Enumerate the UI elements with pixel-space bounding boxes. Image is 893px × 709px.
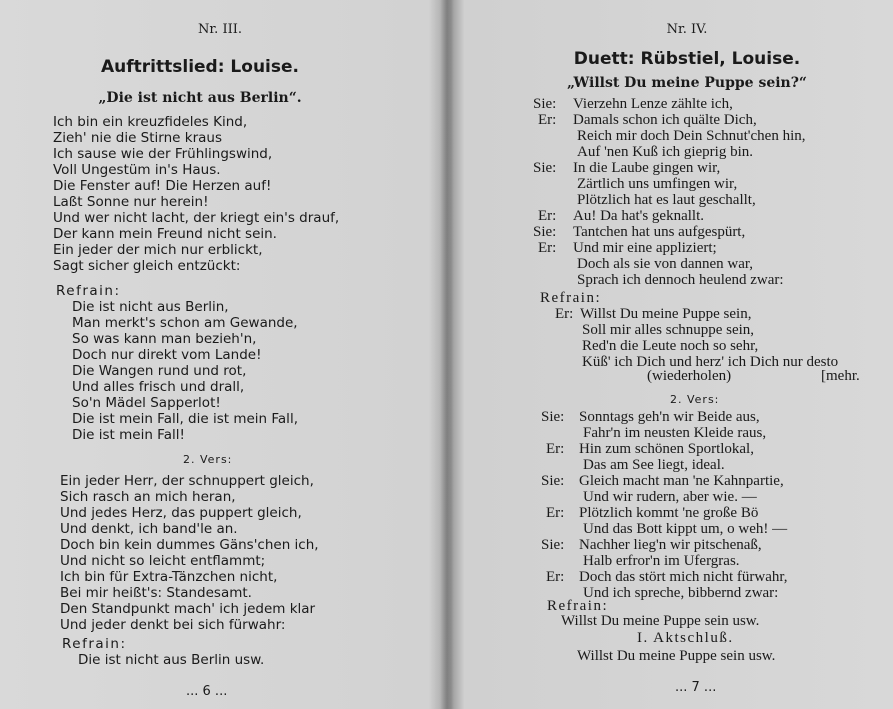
text-line: Man merkt's schon am Gewande, <box>72 315 298 331</box>
text-line: Sagt sicher gleich entzückt: <box>53 258 241 274</box>
text-line: Ein jeder der mich nur erblickt, <box>53 242 263 258</box>
text-line: Doch nur direkt vom Lande! <box>72 347 262 363</box>
speaker-label: Er: <box>538 240 557 256</box>
text-line: Und alles frisch und drall, <box>72 379 245 395</box>
text-line: Und wer nicht lacht, der kriegt ein's drauf, <box>53 210 340 226</box>
text-line: So was kann man bezieh'n, <box>72 331 257 347</box>
text-line: Vierzehn Lenze zählte ich, <box>573 96 733 112</box>
text-line: Die ist mein Fall, die ist mein Fall, <box>72 411 298 427</box>
right-refrain-label: Refrain: <box>540 290 602 306</box>
right-song-subtitle: „Willst Du meine Puppe sein?“ <box>567 75 807 91</box>
left-refrain-2-label: Refrain: <box>62 636 127 652</box>
left-song-title: Auftrittslied: Louise. <box>101 57 299 77</box>
text-line: Laßt Sonne nur herein! <box>53 194 209 210</box>
text-line: Plötzlich hat es laut geschallt, <box>577 192 756 208</box>
text-line: Und jedes Herz, das puppert gleich, <box>60 505 302 521</box>
text-line: Doch das stört mich nicht fürwahr, <box>579 569 788 585</box>
text-line: Doch bin kein dummes Gäns'chen ich, <box>60 537 319 553</box>
speaker-label: Sie: <box>533 224 557 240</box>
speaker-label: Sie: <box>541 537 565 553</box>
left-song-subtitle: „Die ist nicht aus Berlin“. <box>98 90 302 106</box>
text-line: Der kann mein Freund nicht sein. <box>53 226 277 242</box>
text-line: Ich bin ein kreuzfideles Kind, <box>53 114 248 130</box>
left-page-footer: ... 6 ... <box>186 684 228 699</box>
speaker-label: Sie: <box>541 409 565 425</box>
text-line: Gleich macht man 'ne Kahnpartie, <box>579 473 784 489</box>
text-line: Red'n die Leute noch so sehr, <box>582 338 759 354</box>
speaker-label: Er: <box>546 505 565 521</box>
text-line: So'n Mädel Sapperlot! <box>72 395 221 411</box>
text-line: Die Wangen rund und rot, <box>72 363 247 379</box>
text-line: Nachher lieg'n wir pitschenaß, <box>579 537 762 553</box>
right-aktschluss: I. Aktschluß. <box>637 630 734 646</box>
left-refrain-label: Refrain: <box>56 283 121 299</box>
text-line: Damals schon ich quälte Dich, <box>573 112 757 128</box>
text-line: Fahr'n im neusten Kleide raus, <box>583 425 767 441</box>
speaker-label: Sie: <box>533 96 557 112</box>
right-refrain-2-line: Willst Du meine Puppe sein usw. <box>561 613 760 629</box>
text-line: Willst Du meine Puppe sein, <box>580 306 752 322</box>
text-line: Und mir eine appliziert; <box>573 240 717 256</box>
text-line: Zärtlich uns umfingen wir, <box>577 176 738 192</box>
right-song-title: Duett: Rübstiel, Louise. <box>573 49 801 69</box>
text-line: Die Fenster auf! Die Herzen auf! <box>53 178 272 194</box>
speaker-label: Er: <box>538 112 557 128</box>
text-line: Doch als sie von dannen war, <box>577 256 754 272</box>
right-page-number-label: Nr. IV. <box>666 22 708 37</box>
text-line: Und nicht so leicht entflammt; <box>60 553 266 569</box>
text-line: Ein jeder Herr, der schnuppert gleich, <box>60 473 314 489</box>
speaker-label: Sie: <box>533 160 557 176</box>
left-page-number-label: Nr. III. <box>198 22 242 37</box>
text-line: Und das Bott kippt um, o weh! — <box>583 521 788 537</box>
right-refrain-mehr: [mehr. <box>821 368 860 384</box>
text-line: Sich rasch an mich heran, <box>60 489 236 505</box>
right-page-footer: ... 7 ... <box>675 680 717 695</box>
speaker-label: Er: <box>546 569 565 585</box>
text-line: Sprach ich dennoch heulend zwar: <box>577 272 784 288</box>
text-line: Und jeder denkt bei sich fürwahr: <box>60 617 286 633</box>
text-line: Auf 'nen Kuß ich gieprig bin. <box>577 144 754 160</box>
right-refrain-speaker: Er: <box>555 306 574 322</box>
speaker-label: Er: <box>546 441 565 457</box>
speaker-label: Er: <box>538 208 557 224</box>
text-line: Küß' ich Dich und herz' ich Dich nur desto <box>582 354 839 370</box>
text-line: Tantchen hat uns aufgespürt, <box>573 224 746 240</box>
text-line: Soll mir alles schnuppe sein, <box>582 322 755 338</box>
text-line: Au! Da hat's geknallt. <box>573 208 705 224</box>
text-line: Sonntags geh'n wir Beide aus, <box>579 409 760 425</box>
text-line: Plötzlich kommt 'ne große Bö <box>579 505 759 521</box>
left-refrain-2-line: Die ist nicht aus Berlin usw. <box>78 652 265 668</box>
left-verse-2-label: 2. Vers: <box>183 453 233 466</box>
text-line: Das am See liegt, ideal. <box>583 457 725 473</box>
speaker-label: Sie: <box>541 473 565 489</box>
text-line: Den Standpunkt mach' ich jedem klar <box>60 601 316 617</box>
text-line: Halb erfror'n im Ufergras. <box>583 553 740 569</box>
text-line: Voll Ungestüm in's Haus. <box>53 162 221 178</box>
text-line: In die Laube gingen wir, <box>573 160 721 176</box>
text-line: Bei mir heißt's: Standesamt. <box>60 585 252 601</box>
right-refrain-repeat: (wiederholen) <box>647 368 732 384</box>
right-final-line: Willst Du meine Puppe sein usw. <box>577 648 776 664</box>
text-line: Und wir rudern, aber wie. — <box>583 489 757 505</box>
text-line: Ich bin für Extra-Tänzchen nicht, <box>60 569 278 585</box>
text-line: Und denkt, ich band'le an. <box>60 521 238 537</box>
text-line: Hin zum schönen Sportlokal, <box>579 441 754 457</box>
right-verse-2-label: 2. Vers: <box>670 393 720 406</box>
text-line: Ich sause wie der Frühlingswind, <box>53 146 273 162</box>
text-line: Zieh' nie die Stirne kraus <box>53 130 222 146</box>
text-line: Und ich spreche, bibbernd zwar: <box>583 585 779 601</box>
right-page <box>447 0 893 709</box>
text-line: Reich mir doch Dein Schnut'chen hin, <box>577 128 806 144</box>
text-line: Die ist mein Fall! <box>72 427 185 443</box>
right-refrain-2-label: Refrain: <box>547 598 609 614</box>
text-line: Die ist nicht aus Berlin, <box>72 299 229 315</box>
